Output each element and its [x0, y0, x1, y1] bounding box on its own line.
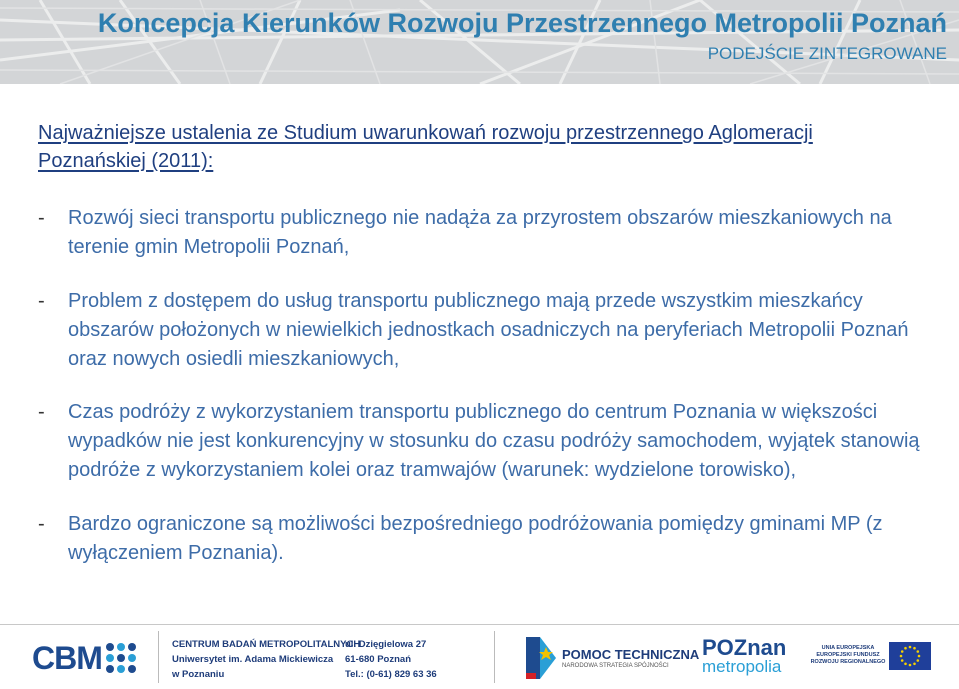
list-item: [38, 287, 928, 374]
footer: [0, 625, 959, 689]
address-info: [345, 637, 437, 682]
institution-line: w Poznaniu: [172, 669, 225, 680]
institution-info: [172, 637, 360, 682]
footer-separator: [494, 631, 495, 683]
section-heading: Najważniejsze ustalenia ze Studium uwarunkowań rozwoju przestrzennego Aglomeracji Poznańskiej (2011):: [38, 122, 813, 172]
address-line: 61-680 Poznań: [345, 654, 411, 665]
eu-funding-text: [808, 645, 888, 666]
list-item-text: Bardzo ograniczone są możliwości bezpośredniego podróżowania pomiędzy gminami MP (z wyłączeniem Poznania).: [68, 513, 883, 564]
list-item: [38, 510, 928, 568]
header-banner: [0, 0, 959, 84]
address-line: ul. Dzięgielowa 27: [345, 639, 427, 650]
cbm-logo-text: CBM: [32, 639, 102, 676]
page-title: Koncepcja Kierunków Rozwoju Przestrzennego Metropolii Poznań: [97, 8, 947, 38]
list-item: [38, 398, 928, 485]
page-subtitle: PODEJŚCIE ZINTEGROWANE: [707, 44, 947, 63]
cbm-dots-icon: [106, 643, 136, 673]
bullet-dash: -: [38, 207, 45, 229]
address-line: Tel.: (0-61) 829 63 36: [345, 669, 437, 680]
institution-line: CENTRUM BADAŃ METROPOLITALNYCH: [172, 639, 361, 650]
bullet-dash: -: [38, 513, 45, 535]
pomoc-techniczna-logo-icon: [522, 633, 562, 683]
list-item-text: Rozwój sieci transportu publicznego nie nadąża za przyrostem obszarów mieszkaniowych na terenie gmin Metropolii Poznań,: [68, 207, 892, 258]
institution-line: Uniwersytet im. Adama Mickiewicza: [172, 654, 334, 665]
poznan-metropolia-logo: [702, 637, 786, 675]
findings-list: [38, 204, 928, 568]
bullet-dash: -: [38, 401, 45, 423]
metropolia-logo-text: metropolia: [702, 657, 782, 676]
bullet-dash: -: [38, 290, 45, 312]
eu-line: ROZWOJU REGIONALNEGO: [810, 659, 886, 665]
footer-separator: [158, 631, 159, 683]
nss-label: NARODOWA STRATEGIA SPÓJNOŚCI: [562, 663, 669, 669]
cbm-logo: [32, 641, 136, 675]
pomoc-techniczna-label: POMOC TECHNICZNA: [562, 647, 700, 662]
eu-line: EUROPEJSKI FUNDUSZ: [816, 652, 880, 658]
list-item-text: Czas podróży z wykorzystaniem transportu publicznego do centrum Poznania w większości wypadków nie jest konkurencyjny w stosunku do czasu podróży samochodem, wyjątek stanowią podróże z wykorzystaniem kolei oraz tramwajów (warunek: wydzielone torowisko),: [68, 401, 920, 481]
eu-flag-icon: [889, 642, 931, 670]
eu-line: UNIA EUROPEJSKA: [821, 645, 875, 651]
poznan-logo-text: POZnan: [702, 635, 787, 660]
list-item: [38, 204, 928, 262]
list-item-text: Problem z dostępem do usług transportu publicznego mają przede wszystkim mieszkańcy obszarów położonych w niewielkich jednostkach osadniczych na peryferiach Metropolii Poznań oraz nowych osiedli mieszkaniowych,: [68, 290, 909, 370]
